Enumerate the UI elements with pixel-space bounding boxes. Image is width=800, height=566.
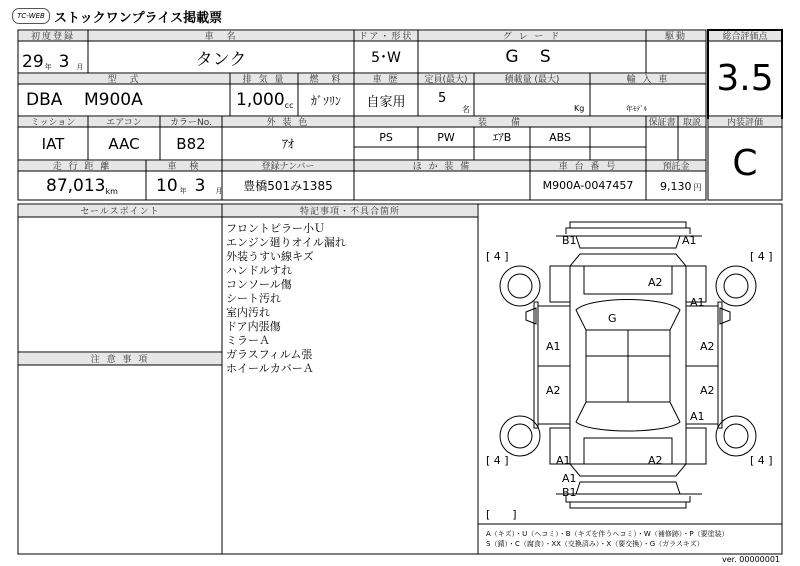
grade: G S	[505, 47, 559, 67]
spare-tire-mark: [ ]	[486, 508, 517, 521]
list-item: ホイールカバーＡ	[226, 362, 314, 375]
damage-mark: A2	[648, 454, 663, 467]
damage-mark: A2	[648, 276, 663, 289]
damage-mark: G	[608, 312, 617, 325]
capacity-label: 定員(最大)	[424, 75, 468, 85]
car-diagram	[480, 206, 780, 524]
list-item: ミラーＡ	[226, 334, 270, 347]
reg-month: 3	[58, 52, 70, 72]
list-item: エンジン廻りオイル漏れ	[226, 236, 346, 249]
overall-score-label: 総合評価点	[722, 32, 768, 42]
interior-score-label: 内装評価	[726, 118, 763, 128]
model-label: 型 式	[107, 75, 141, 85]
mileage	[46, 176, 118, 196]
inspection	[156, 176, 222, 196]
reg-year: 29	[22, 52, 44, 72]
tire-mark-front-right: [ 4 ]	[750, 250, 773, 263]
legend-line: S（錆）・C（腐食）・XX（交換済み）・X（要交換）・G（ガラスキズ）	[486, 540, 704, 548]
list-item: ガラスフィルム張	[226, 348, 313, 361]
reg-year-unit: 年	[44, 63, 52, 71]
inspection-label: 車 検	[167, 162, 201, 172]
equipment-airbag: ｴｱB	[492, 131, 512, 144]
list-item: ハンドルすれ	[226, 264, 292, 277]
color-no: B82	[176, 134, 206, 153]
insp-year-unit: 年	[179, 187, 187, 195]
interior-score: C	[732, 143, 758, 184]
damage-mark: A2	[546, 384, 561, 397]
reg-month-unit: 月	[76, 63, 84, 71]
mission-label: ミッション	[30, 118, 76, 128]
import-year-label: 年ﾓﾃﾞﾙ	[626, 105, 647, 113]
damage-mark: A1	[556, 454, 571, 467]
equipment-label: 装 備	[477, 118, 522, 128]
mileage-value: 87,013	[46, 176, 106, 196]
damage-mark: A1	[682, 234, 697, 247]
deposit-unit: 円	[693, 183, 702, 192]
equipment-abs: ABS	[549, 130, 571, 144]
damage-mark: A1	[690, 410, 705, 423]
chassis-number: M900A-0047457	[542, 179, 634, 192]
legend-line: A（キズ）・U（ヘコミ）・B（キズを伴うヘコミ）・W（補修跡）・P（要塗装）	[486, 530, 729, 538]
logo: TC-WEB	[12, 8, 50, 24]
overall-score: 3.5	[716, 58, 774, 99]
tire-mark-front-left: [ 4 ]	[486, 250, 509, 263]
displacement-label: 排 気 量	[242, 75, 286, 85]
drive	[646, 41, 706, 73]
legend	[486, 529, 729, 549]
fuel: ｶﾞｿﾘﾝ	[310, 93, 341, 108]
damage-mark: B1	[562, 234, 577, 247]
notes-label: 注 意 事 項	[90, 355, 150, 365]
damage-mark: A1	[562, 472, 577, 485]
grade-label: グ レ ー ド	[502, 32, 562, 42]
history-label: 車 歴	[372, 75, 400, 85]
tire-mark-rear-left: [ 4 ]	[486, 454, 509, 467]
chassis-label: 車 台 番 号	[558, 162, 618, 172]
plate-number: 豊橋501み1385	[243, 179, 333, 193]
damage-mark: B1	[562, 486, 577, 499]
displacement	[236, 90, 293, 110]
features-list	[226, 222, 346, 376]
load-label: 積載量 (最大)	[504, 75, 560, 85]
list-item: シート汚れ	[226, 292, 281, 305]
features-label: 特記事項・不具合箇所	[299, 207, 400, 217]
drive-label: 駆動	[664, 32, 687, 42]
history: 自家用	[366, 94, 406, 110]
model-code: M900A	[84, 90, 143, 110]
import-label: 輸 入 車	[626, 75, 670, 85]
damage-mark: A2	[700, 340, 715, 353]
capacity: 5	[438, 91, 447, 106]
mileage-unit: km	[105, 187, 118, 196]
deposit-value: 9,130	[660, 180, 692, 193]
manual-label: 取説	[682, 118, 701, 128]
door-type: 5･W	[371, 50, 401, 66]
list-item: 外装うすい線キズ	[226, 250, 314, 263]
exterior-label: 外 装 色	[266, 118, 310, 128]
list-item: フロントピラー小Ｕ	[226, 222, 325, 235]
list-item: コンソール傷	[226, 278, 292, 291]
model-prefix: DBA	[26, 90, 63, 110]
page-title: ストックワンプライス掲載票	[54, 11, 223, 26]
ac: AAC	[108, 134, 140, 153]
insp-year: 10	[156, 176, 178, 196]
first-reg-label: 初度登録	[30, 32, 75, 42]
damage-mark: A1	[546, 340, 561, 353]
tire-mark-rear-right: [ 4 ]	[750, 454, 773, 467]
plate-label: 登録ナンバー	[261, 162, 315, 172]
deposit-label: 預託金	[662, 162, 690, 172]
car-name-label: 車 名	[204, 32, 238, 42]
color-no-label: カラーNo.	[170, 118, 212, 128]
mileage-label: 走 行 距 離	[52, 162, 112, 172]
ac-label: エアコン	[106, 118, 142, 128]
exterior-color: ｱｵ	[281, 137, 294, 151]
load-unit: Kg	[574, 104, 585, 113]
sales-point-label: セールスポイント	[80, 207, 160, 217]
insp-month: 3	[194, 176, 206, 196]
version-label: ver. 00000001	[722, 555, 781, 564]
other-equip-label: ほ か 装 備	[412, 162, 472, 172]
equipment-pw: PW	[437, 130, 455, 144]
displacement-value: 1,000	[236, 90, 285, 110]
list-item: 室内汚れ	[226, 306, 270, 319]
mission: IAT	[41, 134, 65, 153]
insp-month-unit: 月	[215, 187, 223, 195]
damage-mark: A2	[700, 384, 715, 397]
door-label: ドア・形状	[358, 32, 414, 42]
car-name: タンク	[195, 49, 247, 70]
capacity-unit: 名	[462, 105, 470, 114]
displacement-unit: cc	[284, 101, 294, 110]
list-item: ドア内張傷	[226, 320, 281, 333]
warranty-label: 保証書	[648, 118, 676, 128]
deposit	[660, 180, 702, 193]
equipment-ps: PS	[379, 130, 393, 144]
first-registration	[22, 44, 83, 72]
damage-mark: A1	[690, 296, 705, 309]
fuel-label: 燃 料	[309, 75, 343, 85]
